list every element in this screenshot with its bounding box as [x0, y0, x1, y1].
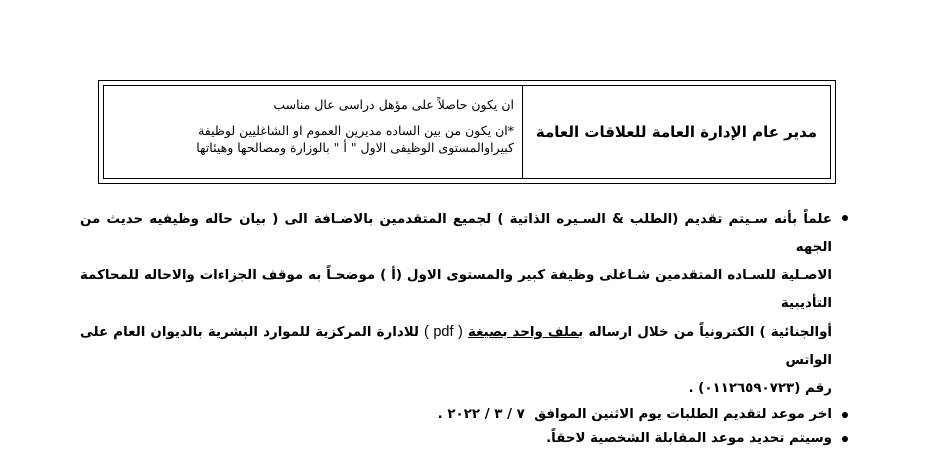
interview-text: وسيتم تحديد موعد المقابلة الشخصية لاحقاً. — [546, 431, 832, 446]
job-table-row — [103, 85, 831, 179]
note-1-line-2: الاصـلية للسـاده المتقدمين شـاغلى وظيفة كبير والمستوى الاول (أ ) موضحـاً به موقف الجزاءات والاحاله للمحاكمة التأديبية — [80, 268, 832, 311]
requirement-spacer — [114, 113, 514, 122]
note-1-line-3-end: للادارة المركزية للموارد البشرية بالديوان العام على الواتس — [80, 325, 832, 368]
deadline-text: اخر موعد لتقديم الطلبات يوم الاثنين الموافق — [534, 407, 832, 422]
note-deadline — [80, 403, 850, 427]
requirement-line: كبيراوالمستوى الوظيفى الاول " أ " بالوزارة ومصالحها وهيئاتها — [196, 140, 514, 155]
requirement-line: ان يكون حاصلاً على مؤهل دراسى عال مناسب — [273, 97, 514, 112]
pdf-format-tag: ( pdf ) — [424, 324, 463, 340]
requirement-line: *ان يكون من بين الساده مديرين العموم او الشاغليين لوظيفة — [198, 123, 514, 138]
position-title: مدير عام الإدارة العامة للعلاقات العامة — [535, 123, 818, 141]
note-1-line-3-start: أوالجنائية ) الكترونياً من خلال ارساله — [588, 325, 832, 340]
note-1-line-4 — [80, 375, 832, 403]
note-application-documents — [80, 206, 850, 403]
phone-prefix: رقم — [805, 381, 832, 396]
notes-list — [80, 206, 850, 451]
position-cell — [522, 86, 830, 178]
single-file-phrase: بملف واحد بصيغة — [468, 325, 584, 340]
note-1-line-3 — [80, 318, 832, 375]
note-1-line-1: علماً بأنه سـيتم تقديم (الطلب & السـيره الذاتية ) لجميع المتقدمين بالاضـافة الى ( بيان حاله وظيفيه حديث من الجهه — [80, 212, 832, 255]
note-interview — [80, 427, 850, 451]
requirements-cell — [104, 86, 522, 178]
deadline-date: ٧ / ٣ / ٢٠٢٢ . — [437, 407, 525, 422]
job-table — [98, 80, 836, 184]
whatsapp-number: (٠١١٢٦٥٩٠٧٢٣) . — [688, 381, 801, 396]
